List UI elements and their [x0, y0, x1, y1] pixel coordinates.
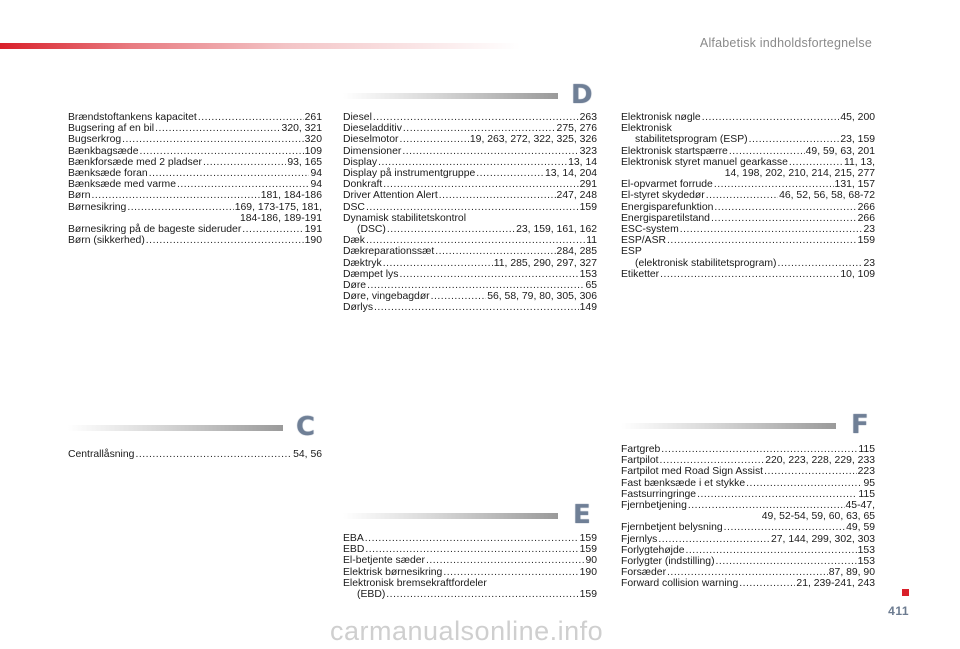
dot-leader	[399, 269, 578, 280]
index-entry-term: Børnesikring	[68, 201, 127, 213]
section-header-d	[343, 80, 597, 114]
index-entry-pages[interactable]: 190	[304, 235, 322, 247]
index-entry-term: Bænksæde med varme	[68, 179, 176, 191]
index-entry-pages[interactable]: 159	[579, 201, 597, 213]
index-entry	[621, 224, 875, 235]
dot-leader	[374, 302, 579, 313]
dot-leader	[697, 489, 857, 500]
index-entry-pages[interactable]: 90	[585, 555, 597, 567]
dot-leader	[383, 179, 578, 190]
dot-leader	[660, 455, 765, 466]
index-entry	[621, 466, 875, 477]
index-entry	[343, 291, 597, 302]
index-entry-term: Døre, vingebagdør	[343, 291, 430, 303]
dot-leader	[729, 146, 805, 157]
index-entry-term: Fjernlys	[621, 533, 658, 545]
watermark-text: carmanualsonline.info	[330, 616, 604, 646]
index-entry	[621, 455, 875, 466]
header-accent-bar	[0, 43, 520, 49]
index-entry	[343, 134, 597, 145]
dot-leader	[764, 466, 857, 477]
index-column-c	[68, 449, 322, 460]
index-entry	[343, 280, 597, 291]
index-entry-term: Forlygter (indstilling)	[621, 556, 715, 568]
index-entry-pages[interactable]: 10, 109	[840, 268, 875, 280]
index-entry	[68, 235, 322, 246]
dot-leader	[149, 168, 310, 179]
index-entry	[343, 179, 597, 190]
index-entry-term: EBD	[343, 544, 365, 556]
index-entry	[621, 500, 875, 511]
index-entry-term: ESC-system	[621, 224, 679, 236]
dot-leader	[366, 202, 579, 213]
index-entry-term: ESP/ASR	[621, 235, 667, 247]
index-column-f	[621, 444, 875, 590]
index-entry-term: Energisparefunktion	[621, 201, 714, 213]
index-entry-pages[interactable]: 19, 263, 272, 322, 325, 326	[469, 134, 597, 146]
index-entry-term: El-opvarmet forrude	[621, 179, 713, 191]
index-entry	[621, 112, 875, 123]
index-entry-pages[interactable]: 95	[863, 477, 875, 489]
index-entry	[343, 168, 597, 179]
index-entry-term: DSC	[343, 201, 365, 213]
page-marker-square	[902, 589, 909, 596]
dot-leader	[402, 146, 578, 157]
index-entry-term: (DSC)	[357, 224, 386, 236]
index-entry-term: Dimensioner	[343, 145, 402, 157]
section-divider	[343, 513, 558, 519]
index-entry-pages[interactable]: 13, 14	[568, 156, 597, 168]
dot-leader	[426, 555, 584, 566]
index-entry	[621, 258, 875, 269]
index-entry-term: Driver Attention Alert	[343, 190, 438, 202]
index-entry	[343, 533, 597, 544]
index-entry	[68, 146, 322, 157]
index-entry-term: Dæktryk	[343, 257, 382, 269]
section-divider	[343, 93, 558, 99]
index-entry-term: Centrallåsning	[68, 449, 135, 460]
index-entry	[621, 269, 875, 280]
dot-leader	[746, 478, 862, 489]
index-entry-heading: Elektronisk	[621, 123, 672, 135]
dot-leader	[739, 578, 795, 589]
index-entry-pages[interactable]: 266	[857, 212, 875, 224]
dot-leader	[242, 224, 303, 235]
index-entry-term: Dieselmotor	[343, 134, 399, 146]
index-entry-heading: ESP	[621, 246, 642, 258]
index-entry	[621, 190, 875, 201]
index-entry	[343, 589, 597, 600]
section-divider	[621, 423, 836, 429]
index-entry-term: Fartpilot med Road Sign Assist	[621, 466, 764, 478]
dot-leader	[667, 567, 828, 578]
index-entry	[621, 235, 875, 246]
index-entry-pages[interactable]: 23	[863, 257, 875, 269]
index-entry	[343, 544, 597, 555]
dot-leader	[714, 179, 834, 190]
index-entry-term: Børn	[68, 190, 91, 202]
index-entry-pages[interactable]: 190	[579, 566, 597, 578]
index-entry-term: (EBD)	[357, 589, 386, 601]
dot-leader	[367, 280, 584, 291]
index-entry-term: Display på instrumentgruppe	[343, 168, 476, 180]
index-entry-term: Dørlys	[343, 302, 374, 314]
index-entry-pages[interactable]: 159	[579, 589, 597, 601]
index-entry	[621, 213, 875, 224]
index-entry-term: Forsæder	[621, 567, 667, 579]
dot-leader	[399, 134, 468, 145]
dot-leader	[373, 112, 579, 123]
dot-leader	[387, 224, 515, 235]
dot-leader	[706, 190, 778, 201]
dot-leader	[661, 444, 857, 455]
index-entry	[621, 134, 875, 145]
index-entry-pages[interactable]: 27, 144, 299, 302, 303	[771, 533, 875, 545]
index-entry-pages[interactable]: 13, 14, 204	[545, 168, 597, 180]
index-entry-pages[interactable]: 181, 184-186	[260, 190, 322, 202]
index-entry-term: Bænkbagsæde	[68, 145, 139, 157]
index-entry-term: Brændstoftankens kapacitet	[68, 112, 197, 123]
index-entry	[343, 224, 597, 235]
dot-leader	[435, 246, 555, 257]
index-entry-term: Fjernbetjening	[621, 500, 687, 512]
index-entry-heading: Dynamisk stabilitetskontrol	[343, 212, 466, 224]
index-entry	[621, 534, 875, 545]
index-entry-term: Børn (sikkerhed)	[68, 235, 145, 247]
index-entry-pages[interactable]: 11	[586, 235, 597, 247]
index-entry-term: (elektronisk stabilitetsprogram)	[635, 257, 777, 269]
index-entry-pages-continued[interactable]: 49, 52-54, 59, 60, 63, 65	[761, 511, 875, 523]
index-entry	[68, 202, 322, 213]
index-entry	[343, 235, 597, 246]
index-entry-term: Bænkforsæde med 2 pladser	[68, 156, 202, 168]
dot-leader	[711, 213, 857, 224]
index-entry-pages[interactable]: 266	[857, 201, 875, 213]
index-entry-pages[interactable]: 323	[579, 145, 597, 157]
index-entry	[621, 179, 875, 190]
index-entry-term: Forlygtehøjde	[621, 544, 685, 556]
index-entry	[621, 522, 875, 533]
index-entry-pages[interactable]: 94	[310, 179, 322, 191]
dot-leader	[714, 202, 856, 213]
section-header-c	[68, 412, 322, 446]
section-header-e	[343, 500, 597, 534]
index-entry-pages[interactable]: 23, 159	[840, 134, 875, 146]
index-entry	[621, 489, 875, 500]
index-entry	[68, 168, 322, 179]
index-entry	[343, 123, 597, 134]
dot-leader	[92, 190, 260, 201]
index-entry-pages[interactable]: 87, 89, 90	[828, 567, 875, 579]
index-entry-pages[interactable]: 115	[858, 444, 875, 455]
index-entry-pages[interactable]: 320, 321	[281, 123, 322, 135]
index-entry-term: Fastsurringringe	[621, 488, 697, 500]
index-entry-term: Dieseladditiv	[343, 123, 402, 135]
index-entry-term: Bugsering af en bil	[68, 123, 155, 135]
index-entry-pages[interactable]: 109	[304, 145, 322, 157]
index-entry-pages[interactable]: 159	[579, 544, 597, 556]
dot-leader	[431, 291, 487, 302]
index-entry-term: El-betjente sæder	[343, 555, 426, 567]
section-letter-d: D	[571, 80, 593, 110]
index-entry	[621, 578, 875, 589]
index-entry	[68, 190, 322, 201]
dot-leader	[366, 235, 585, 246]
index-entry-pages[interactable]: 247, 248	[556, 190, 597, 202]
index-entry-pages[interactable]: 153	[857, 544, 875, 556]
dot-leader	[198, 112, 304, 123]
dot-leader	[127, 202, 233, 213]
index-entry-term: Elektronisk nøgle	[621, 112, 701, 123]
index-entry	[343, 269, 597, 280]
index-entry	[68, 179, 322, 190]
index-entry	[343, 146, 597, 157]
index-entry-term: Donkraft	[343, 179, 383, 191]
index-entry-pages[interactable]: 23	[863, 224, 875, 236]
index-entry	[343, 246, 597, 257]
index-entry-pages[interactable]: 159	[579, 533, 597, 544]
dot-leader	[680, 224, 863, 235]
index-entry	[343, 190, 597, 201]
index-entry-term: Dæk	[343, 235, 365, 247]
index-entry-term: Bænksæde foran	[68, 168, 148, 180]
index-entry-pages[interactable]: 223	[857, 466, 875, 478]
dot-leader	[667, 235, 857, 246]
index-entry	[68, 224, 322, 235]
index-entry-pages[interactable]: 284, 285	[556, 246, 597, 258]
index-entry	[68, 123, 322, 134]
dot-leader	[177, 179, 309, 190]
dot-leader	[383, 258, 493, 269]
dot-leader	[716, 556, 857, 567]
index-entry	[621, 545, 875, 556]
index-entry	[621, 478, 875, 489]
index-entry-term: Elektronisk startspærre	[621, 145, 728, 157]
index-entry-term: Display	[343, 156, 378, 168]
dot-leader	[203, 157, 286, 168]
index-entry	[343, 258, 597, 269]
index-column-d	[343, 112, 597, 314]
section-letter-e: E	[573, 500, 591, 530]
dot-leader	[378, 157, 567, 168]
dot-leader	[122, 134, 304, 145]
dot-leader	[658, 534, 770, 545]
dot-leader	[749, 134, 840, 145]
section-divider	[68, 425, 283, 431]
index-entry-pages[interactable]: 11, 13,	[843, 156, 875, 168]
index-entry-pages[interactable]: 21, 239-241, 243	[796, 578, 875, 590]
index-entry-term: Bugserkrog	[68, 134, 122, 146]
index-entry	[343, 202, 597, 213]
dot-leader	[443, 567, 578, 578]
index-entry-term: Elektronisk styret manuel gearkasse	[621, 156, 788, 168]
index-entry-pages-continued[interactable]: 14, 198, 202, 210, 214, 215, 277	[724, 168, 875, 180]
dot-leader	[724, 522, 845, 533]
index-entry-pages[interactable]: 54, 56	[293, 449, 322, 460]
index-entry-pages[interactable]: 131, 157	[834, 179, 875, 191]
index-entry-pages[interactable]: 11, 285, 290, 297, 327	[493, 257, 597, 269]
index-entry	[621, 157, 875, 168]
index-entry	[621, 567, 875, 578]
index-entry-pages[interactable]: 191	[304, 224, 322, 236]
dot-leader	[365, 533, 579, 544]
index-entry-term: Børnesikring på de bageste sideruder	[68, 224, 242, 236]
dot-leader	[688, 500, 845, 511]
index-entry-term: EBA	[343, 533, 364, 544]
dot-leader	[139, 146, 303, 157]
index-entry-pages[interactable]: 45, 200	[840, 112, 875, 123]
index-entry-pages[interactable]: 49, 59, 63, 201	[805, 145, 875, 157]
section-letter-c: C	[296, 412, 316, 442]
index-column-b	[68, 112, 322, 246]
index-entry-pages[interactable]: 263	[579, 112, 597, 123]
index-entry-pages[interactable]: 65	[585, 280, 597, 292]
dot-leader	[702, 112, 840, 123]
page-header-title: Alfabetisk indholdsfortegnelse	[699, 36, 872, 50]
index-entry-heading: Elektronisk bremsekraftfordeler	[343, 577, 487, 589]
index-entry	[68, 449, 322, 460]
index-entry-pages[interactable]: 94	[310, 168, 322, 180]
dot-leader	[135, 449, 292, 460]
index-entry-pages[interactable]: 56, 58, 79, 80, 305, 306	[487, 291, 597, 303]
dot-leader	[439, 190, 556, 201]
index-entry-term: Fjernbetjent belysning	[621, 522, 723, 534]
index-entry-term: Dækreparationssæt	[343, 246, 435, 258]
index-entry	[343, 567, 597, 578]
index-entry-term: Etiketter	[621, 268, 660, 280]
index-entry	[343, 555, 597, 566]
dot-leader	[403, 123, 556, 134]
index-entry	[621, 556, 875, 567]
index-entry	[343, 302, 597, 313]
index-entry-term: Energisparetilstand	[621, 212, 710, 224]
index-entry-term: Fast bænksæde i et stykke	[621, 477, 746, 489]
dot-leader	[476, 168, 544, 179]
index-entry-pages[interactable]: 46, 52, 56, 58, 68-72	[779, 190, 875, 202]
index-entry-term: El-styret skydedør	[621, 190, 705, 202]
index-column-e-continued	[621, 112, 875, 280]
index-column-e	[343, 533, 597, 600]
dot-leader	[777, 258, 862, 269]
index-entry-pages[interactable]: 275, 276	[556, 123, 597, 135]
index-entry-pages[interactable]: 291	[579, 179, 597, 191]
index-entry-pages[interactable]: 159	[857, 235, 875, 247]
index-entry-term: Døre	[343, 280, 367, 292]
index-entry-pages[interactable]: 169, 173-175, 181,	[234, 201, 322, 213]
index-entry-pages-continued[interactable]: 184-186, 189-191	[239, 212, 322, 224]
index-entry-term: Elektrisk børnesikring	[343, 566, 443, 578]
dot-leader	[386, 589, 578, 600]
index-entry	[343, 157, 597, 168]
dot-leader	[155, 123, 280, 134]
index-entry-pages[interactable]: 23, 159, 161, 162	[516, 224, 597, 236]
index-entry-pages[interactable]: 320	[304, 134, 322, 146]
index-entry	[343, 112, 597, 123]
index-entry-pages[interactable]: 153	[579, 268, 597, 280]
index-entry-pages[interactable]: 261	[304, 112, 322, 123]
index-entry-term: Fartgreb	[621, 444, 661, 455]
index-entry-pages[interactable]: 49, 59	[846, 522, 875, 534]
index-entry	[621, 444, 875, 455]
index-entry	[621, 202, 875, 213]
index-entry-pages[interactable]: 220, 223, 228, 229, 233	[765, 455, 875, 467]
index-entry	[68, 157, 322, 168]
index-entry	[68, 112, 322, 123]
index-entry-term: Dæmpet lys	[343, 268, 399, 280]
index-entry-term: stabilitetsprogram (ESP)	[635, 134, 748, 146]
section-letter-f: F	[851, 410, 869, 440]
index-entry-pages[interactable]: 115	[858, 488, 875, 500]
index-entry-term: Diesel	[343, 112, 372, 123]
dot-leader	[789, 157, 843, 168]
dot-leader	[146, 235, 304, 246]
index-entry-pages[interactable]: 93, 165	[287, 156, 322, 168]
index-entry-pages[interactable]: 153	[857, 556, 875, 568]
index-entry-pages[interactable]: 45-47,	[845, 500, 875, 512]
section-header-f	[621, 410, 875, 444]
dot-leader	[660, 269, 839, 280]
dot-leader	[365, 544, 578, 555]
index-entry	[621, 146, 875, 157]
page-number: 411	[888, 604, 909, 618]
index-entry-pages[interactable]: 149	[579, 302, 597, 314]
index-entry-term: Fartpilot	[621, 455, 659, 467]
index-entry	[68, 134, 322, 145]
dot-leader	[686, 545, 857, 556]
index-entry-term: Forward collision warning	[621, 578, 739, 590]
